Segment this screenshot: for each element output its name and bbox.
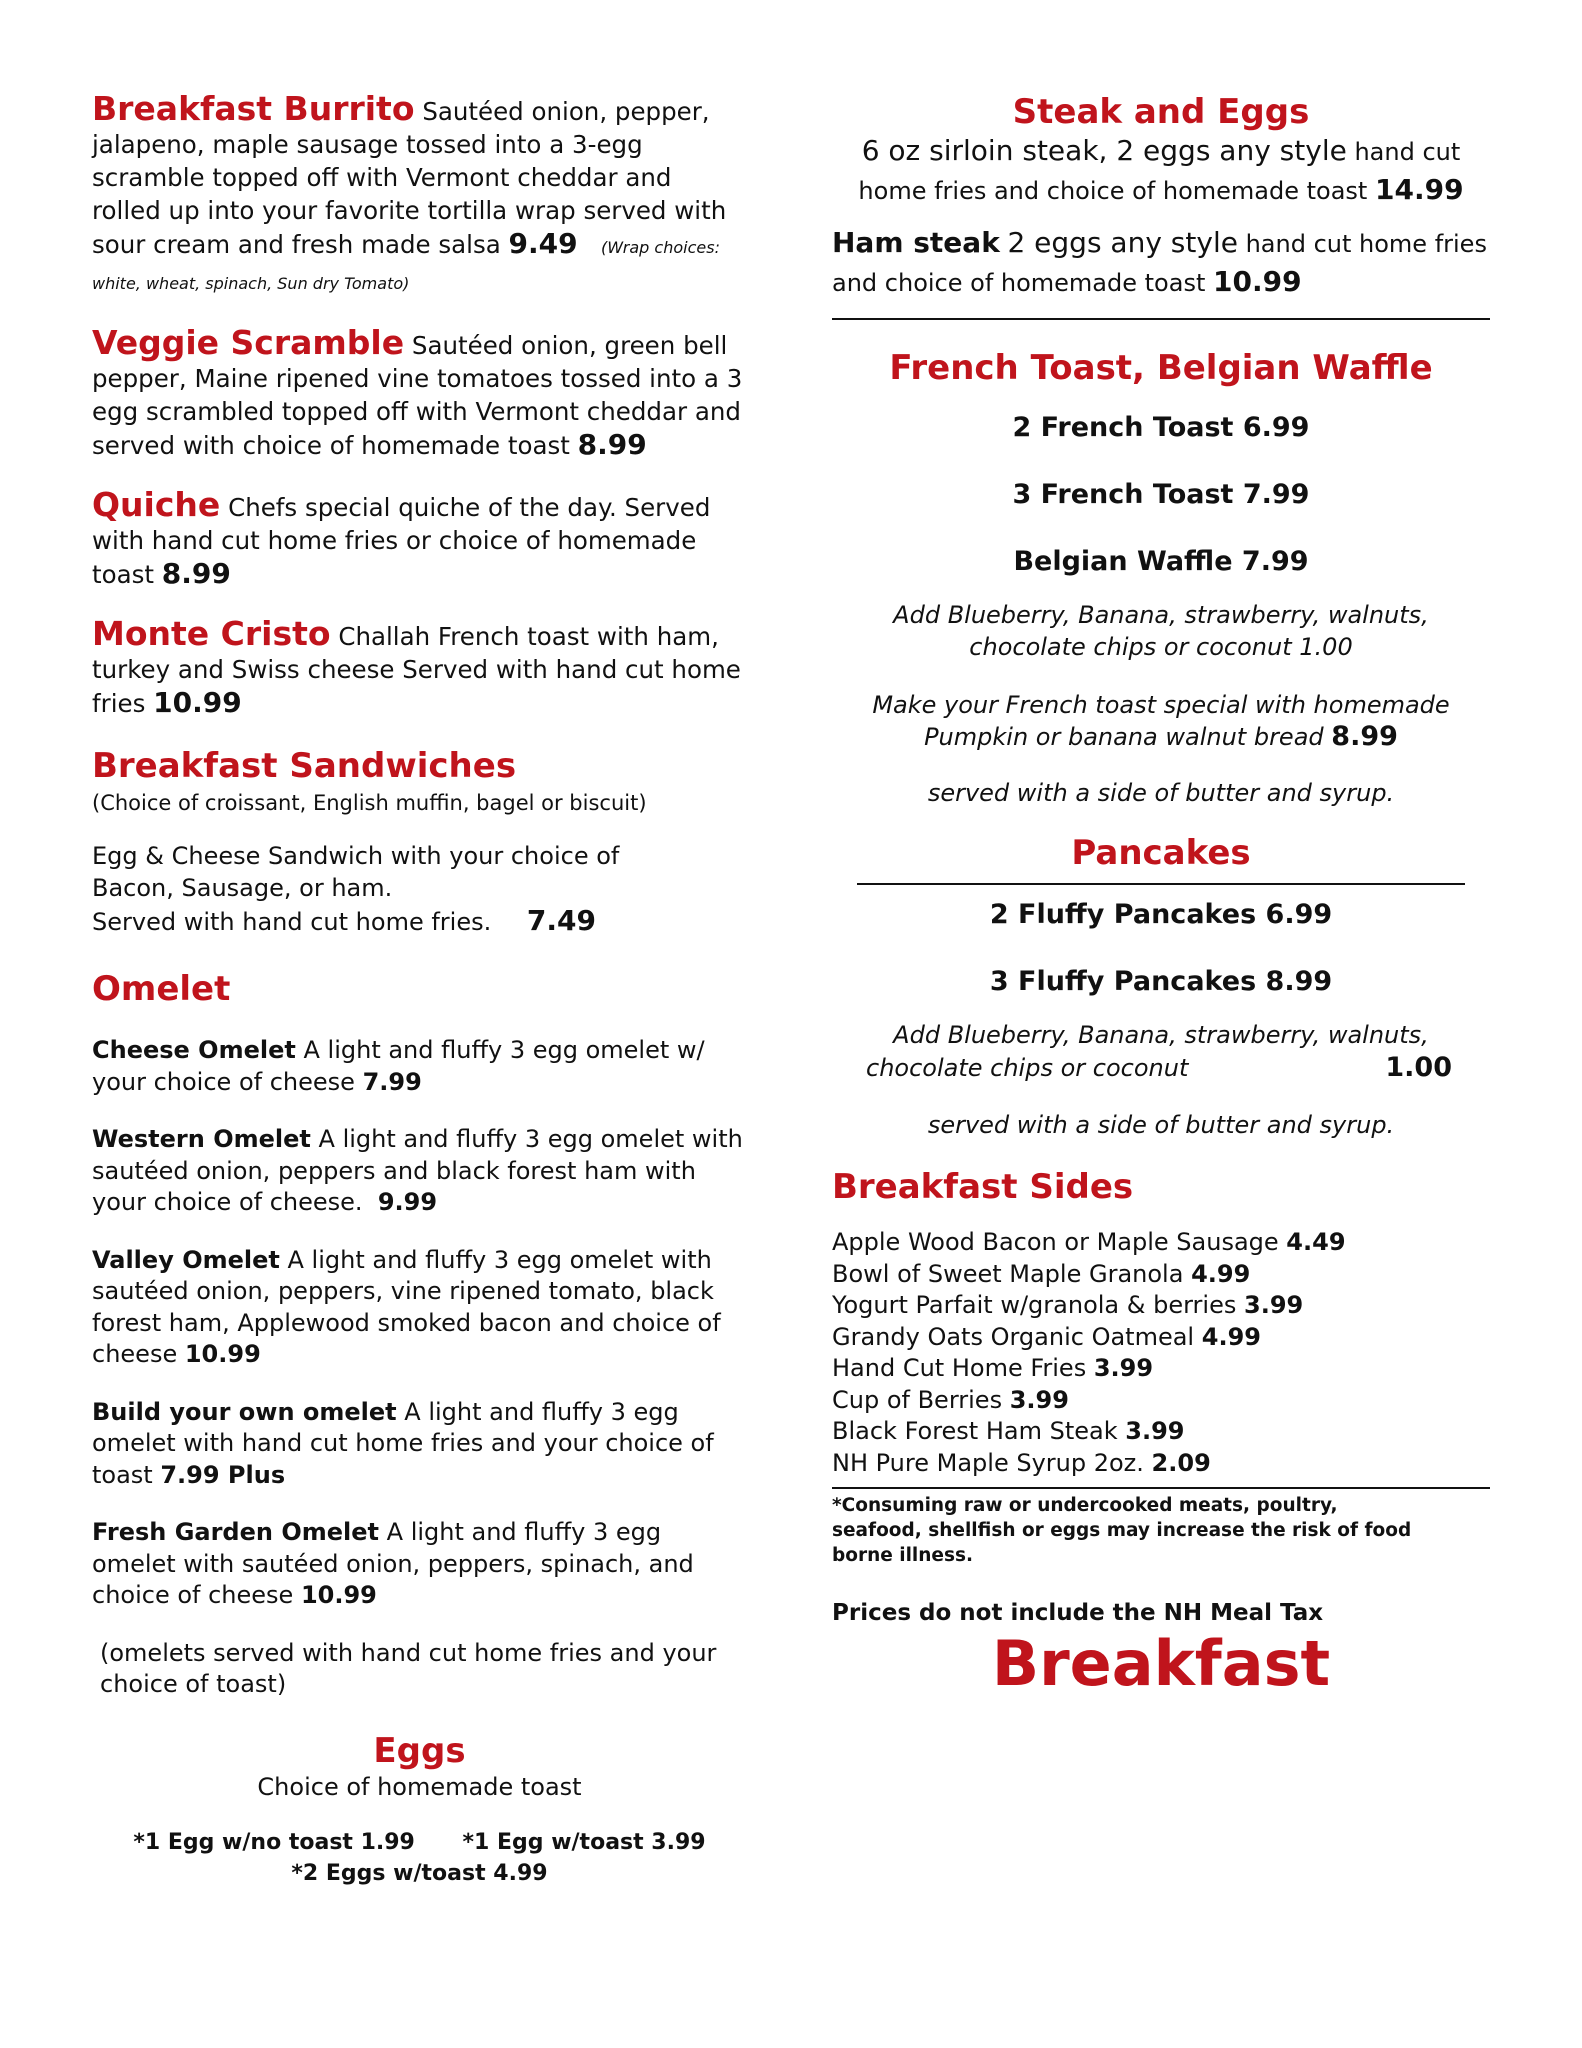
side-name: Black Forest Ham Steak xyxy=(832,1417,1118,1445)
omelet-name: Western Omelet xyxy=(92,1125,311,1153)
ham-price: 10.99 xyxy=(1213,265,1302,298)
addons-note: Add Blueberry, Banana, strawberry, walnuts, chocolate chips or coconut 1.00 xyxy=(893,601,1429,661)
menu-line: 2 French Toast 6.99 xyxy=(1012,412,1310,443)
divider xyxy=(857,883,1465,885)
ham-desc-small: hand cut home fries and choice of homemade toast xyxy=(832,230,1487,297)
side-item xyxy=(832,1259,1490,1291)
section-french-toast xyxy=(832,348,1490,809)
sandwich-desc: Egg & Cheese Sandwich with your choice of Bacon, Sausage, or ham. xyxy=(92,842,620,902)
ham-desc-big: 2 eggs any style xyxy=(1007,226,1238,259)
omelet-desc: A light and fluffy 3 egg omelet with sautéed onion, peppers, spinach, and choice of cheese xyxy=(92,1518,694,1609)
side-price: 3.99 xyxy=(1009,1385,1069,1414)
item-desc: Sautéed onion, pepper, jalapeno, maple sausage tossed into a 3-egg scramble topped off with Vermont cheddar and rolled up into your favorite tortilla wrap served with sour cream and fresh made salsa xyxy=(92,97,727,259)
menu-item-monte-cristo xyxy=(92,614,747,720)
side-name: NH Pure Maple Syrup 2oz. xyxy=(832,1448,1144,1477)
divider xyxy=(832,1487,1490,1489)
special-desc: Make your French toast special with homemade Pumpkin or banana walnut bread xyxy=(872,691,1450,751)
addons-text: chocolate chips or coconut xyxy=(866,1054,1189,1082)
section-title: Steak and Eggs xyxy=(1012,92,1310,132)
menu-item-veggie-scramble xyxy=(92,323,747,462)
menu-line: Belgian Waffle 7.99 xyxy=(1013,546,1309,577)
divider xyxy=(832,318,1490,320)
tax-note: Prices do not include the NH Meal Tax xyxy=(832,1600,1324,1626)
addons-price: 1.00 xyxy=(1385,1052,1452,1083)
section-title: Breakfast Sides xyxy=(832,1167,1134,1207)
side-item xyxy=(832,1353,1490,1385)
side-price: 3.99 xyxy=(1244,1291,1304,1319)
side-name: Hand Cut Home Fries xyxy=(832,1354,1087,1382)
menu-item-ham-steak xyxy=(832,224,1490,302)
item-desc: Sautéed onion, green bell pepper, Maine ripened vine tomatoes tossed into a 3 egg scrambled topped off with Vermont cheddar and served with choice of homemade toast xyxy=(92,331,743,460)
omelet-item xyxy=(92,1517,747,1612)
menu-item-quiche xyxy=(92,485,747,591)
side-item xyxy=(832,1448,1490,1480)
side-price: 4.99 xyxy=(1201,1322,1261,1351)
item-note: (Wrap choices: white, wheat, spinach, Sun dry Tomato) xyxy=(92,238,720,293)
side-price: 3.99 xyxy=(1093,1354,1154,1382)
item-desc: Chefs special quiche of the day. Served with hand cut home fries or choice of homemade toast xyxy=(92,493,711,589)
omelet-item xyxy=(92,1124,747,1219)
section-subtitle: (Choice of croissant, English muffin, bagel or biscuit) xyxy=(92,791,647,815)
food-safety-warning: *Consuming raw or undercooked meats, poultry, seafood, shellfish or eggs may increase the risk of food borne illness. xyxy=(832,1495,1412,1566)
breakfast-banner: Breakfast xyxy=(991,1627,1331,1700)
section-title: Pancakes xyxy=(1071,833,1251,873)
section-title: Breakfast Sandwiches xyxy=(92,746,517,786)
served-note: served with a side of butter and syrup. xyxy=(927,779,1395,807)
section-title: Omelet xyxy=(92,969,231,1009)
item-title: Monte Cristo xyxy=(92,614,331,653)
omelet-name: Cheese Omelet xyxy=(92,1036,296,1064)
omelet-desc: A light and fluffy 3 egg omelet w/ your choice of cheese xyxy=(92,1036,705,1096)
omelet-item xyxy=(92,1035,747,1098)
item-price: 8.99 xyxy=(161,557,231,590)
left-column xyxy=(92,89,747,1889)
side-price: 4.99 xyxy=(1191,1259,1251,1288)
sandwich-price: 7.49 xyxy=(526,904,596,937)
side-name: Grandy Oats Organic Oatmeal xyxy=(832,1322,1195,1351)
omelet-price: 7.99 xyxy=(362,1067,422,1096)
side-price: 4.49 xyxy=(1286,1228,1346,1256)
served-note: served with a side of butter and syrup. xyxy=(927,1111,1395,1139)
omelet-name: Valley Omelet xyxy=(92,1245,280,1274)
section-pancakes xyxy=(832,833,1490,1141)
side-name: Bowl of Sweet Maple Granola xyxy=(832,1259,1184,1288)
sides-list xyxy=(832,1227,1490,1479)
eggs-option: *1 Egg w/no toast 1.99 xyxy=(133,1829,415,1855)
section-eggs xyxy=(92,1731,747,1889)
steak-desc-big: 6 oz sirloin steak, 2 eggs any style xyxy=(861,134,1347,167)
menu-line: 3 French Toast 7.99 xyxy=(1012,479,1310,510)
side-item xyxy=(832,1322,1490,1354)
ham-name: Ham steak xyxy=(832,226,1000,259)
item-price: 9.49 xyxy=(508,227,578,260)
steak-price: 14.99 xyxy=(1374,173,1464,206)
side-price: 2.09 xyxy=(1151,1448,1211,1477)
section-breakfast-sides xyxy=(832,1167,1490,1479)
section-omelet xyxy=(92,969,747,1701)
side-item xyxy=(832,1290,1490,1322)
omelet-price: 10.99 xyxy=(184,1340,261,1368)
special-price: 8.99 xyxy=(1331,721,1398,752)
eggs-option: *2 Eggs w/toast 4.99 xyxy=(291,1860,548,1886)
omelet-item xyxy=(92,1245,747,1371)
side-name: Apple Wood Bacon or Maple Sausage xyxy=(832,1228,1279,1256)
menu-line: 2 Fluffy Pancakes 6.99 xyxy=(989,899,1333,930)
eggs-line1 xyxy=(92,1827,747,1858)
right-column xyxy=(832,92,1490,1700)
sandwich-served: Served with hand cut home fries. xyxy=(92,908,492,936)
sandwich-line2 xyxy=(92,904,747,939)
addons-line1: Add Blueberry, Banana, strawberry, walnuts, xyxy=(893,1021,1429,1049)
special-note xyxy=(832,689,1490,753)
item-title: Breakfast Burrito xyxy=(92,89,415,128)
item-title: Veggie Scramble xyxy=(92,323,405,362)
section-title: Eggs xyxy=(373,1730,466,1771)
item-title: Quiche xyxy=(92,485,221,524)
steak-desc xyxy=(832,132,1490,210)
omelet-name: Build your own omelet xyxy=(92,1397,397,1426)
item-price: 10.99 xyxy=(153,686,242,719)
omelet-item xyxy=(92,1397,747,1492)
steak-desc-small: hand cut home fries and choice of homemade toast xyxy=(858,138,1461,205)
side-price: 3.99 xyxy=(1125,1417,1185,1445)
item-desc: Challah French toast with ham, turkey and Swiss cheese Served with hand cut home fries xyxy=(92,622,741,718)
side-item xyxy=(832,1385,1490,1417)
omelet-desc: A light and fluffy 3 egg omelet with sautéed onion, peppers, vine ripened tomato, black forest ham, Applewood smoked bacon and choice of cheese xyxy=(92,1245,721,1368)
side-item xyxy=(832,1227,1490,1259)
omelet-note: (omelets served with hand cut home fries and your choice of toast) xyxy=(100,1638,717,1698)
section-breakfast-sandwiches xyxy=(92,746,747,939)
side-name: Yogurt Parfait w/granola & berries xyxy=(832,1291,1237,1319)
omelet-price: 7.99 Plus xyxy=(160,1460,286,1489)
side-item xyxy=(832,1416,1490,1448)
section-steak-and-eggs xyxy=(832,92,1490,210)
omelet-desc: A light and fluffy 3 egg omelet with sautéed onion, peppers and black forest ham with your choice of cheese. xyxy=(92,1125,743,1216)
omelet-price: 9.99 xyxy=(377,1188,438,1216)
item-price: 8.99 xyxy=(577,428,647,461)
omelet-desc: A light and fluffy 3 egg omelet with hand cut home fries and your choice of toast xyxy=(92,1397,714,1489)
side-name: Cup of Berries xyxy=(832,1385,1003,1414)
section-subtitle: Choice of homemade toast xyxy=(257,1772,582,1801)
section-title: French Toast, Belgian Waffle xyxy=(889,348,1433,388)
addons-line2 xyxy=(832,1051,1490,1085)
omelet-name: Fresh Garden Omelet xyxy=(92,1518,379,1546)
omelet-price: 10.99 xyxy=(300,1581,377,1609)
eggs-option: *1 Egg w/toast 3.99 xyxy=(462,1829,706,1855)
menu-line: 3 Fluffy Pancakes 8.99 xyxy=(989,966,1333,997)
menu-item-breakfast-burrito xyxy=(92,89,747,300)
